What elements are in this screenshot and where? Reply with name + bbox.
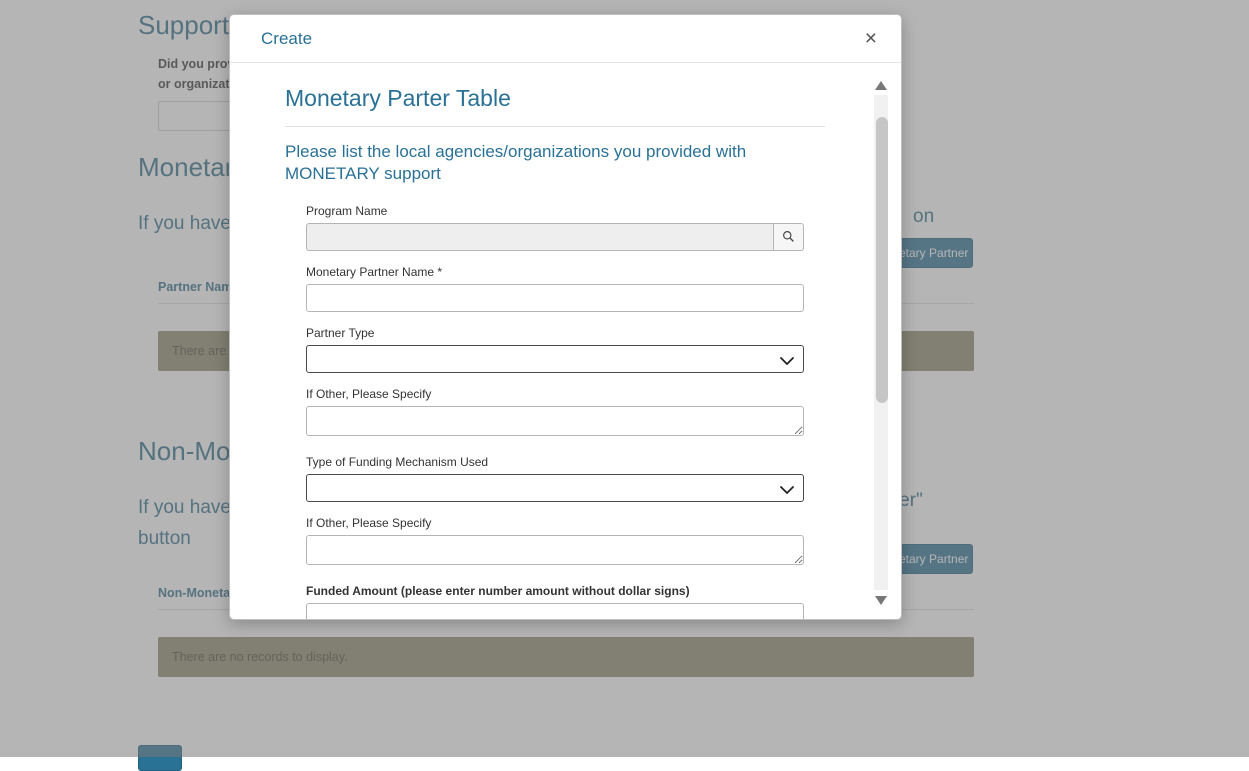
field-program-name <box>285 204 831 251</box>
partner-type-select[interactable] <box>306 345 804 373</box>
funding-mechanism-select-wrap <box>306 474 804 502</box>
funding-mechanism-select[interactable] <box>306 474 804 502</box>
partner-type-select-wrap <box>306 345 804 373</box>
field-funded-amount <box>285 584 831 620</box>
close-icon[interactable]: × <box>859 26 883 51</box>
partner-type-label: Partner Type <box>306 326 831 340</box>
funded-amount-input[interactable] <box>306 603 804 620</box>
modal-header <box>230 15 901 63</box>
scrollbar-thumb[interactable] <box>876 117 888 403</box>
funded-amount-label: Funded Amount (please enter number amount without dollar signs) <box>306 584 831 598</box>
triangle-down-icon[interactable] <box>873 592 889 608</box>
partner-type-other-textarea[interactable] <box>306 406 804 436</box>
modal-title: Create <box>261 29 312 49</box>
partner-type-other-label: If Other, Please Specify <box>306 387 831 401</box>
search-icon[interactable] <box>773 223 804 251</box>
field-partner-type <box>285 326 831 373</box>
modal-scrollbar[interactable] <box>873 77 889 608</box>
program-name-label: Program Name <box>306 204 831 218</box>
program-name-input[interactable] <box>306 223 773 251</box>
monetary-partner-name-input[interactable] <box>306 284 804 312</box>
field-monetary-partner-name <box>285 265 831 312</box>
form-subtitle: Please list the local agencies/organizations you provided with MONETARY support <box>285 141 785 186</box>
create-modal <box>229 14 902 620</box>
scrollbar-track[interactable] <box>874 95 888 590</box>
monetary-partner-name-label: Monetary Partner Name * <box>306 265 831 279</box>
field-partner-type-other <box>285 387 831 441</box>
form-title: Monetary Parter Table <box>285 85 825 127</box>
modal-form <box>230 63 901 620</box>
modal-body <box>230 63 901 620</box>
field-funding-mechanism <box>285 455 831 502</box>
field-funding-mechanism-other <box>285 516 831 570</box>
triangle-up-icon[interactable] <box>873 77 889 93</box>
funding-mechanism-label: Type of Funding Mechanism Used <box>306 455 831 469</box>
program-name-lookup <box>306 223 804 251</box>
funding-mechanism-other-textarea[interactable] <box>306 535 804 565</box>
funding-mechanism-other-label: If Other, Please Specify <box>306 516 831 530</box>
